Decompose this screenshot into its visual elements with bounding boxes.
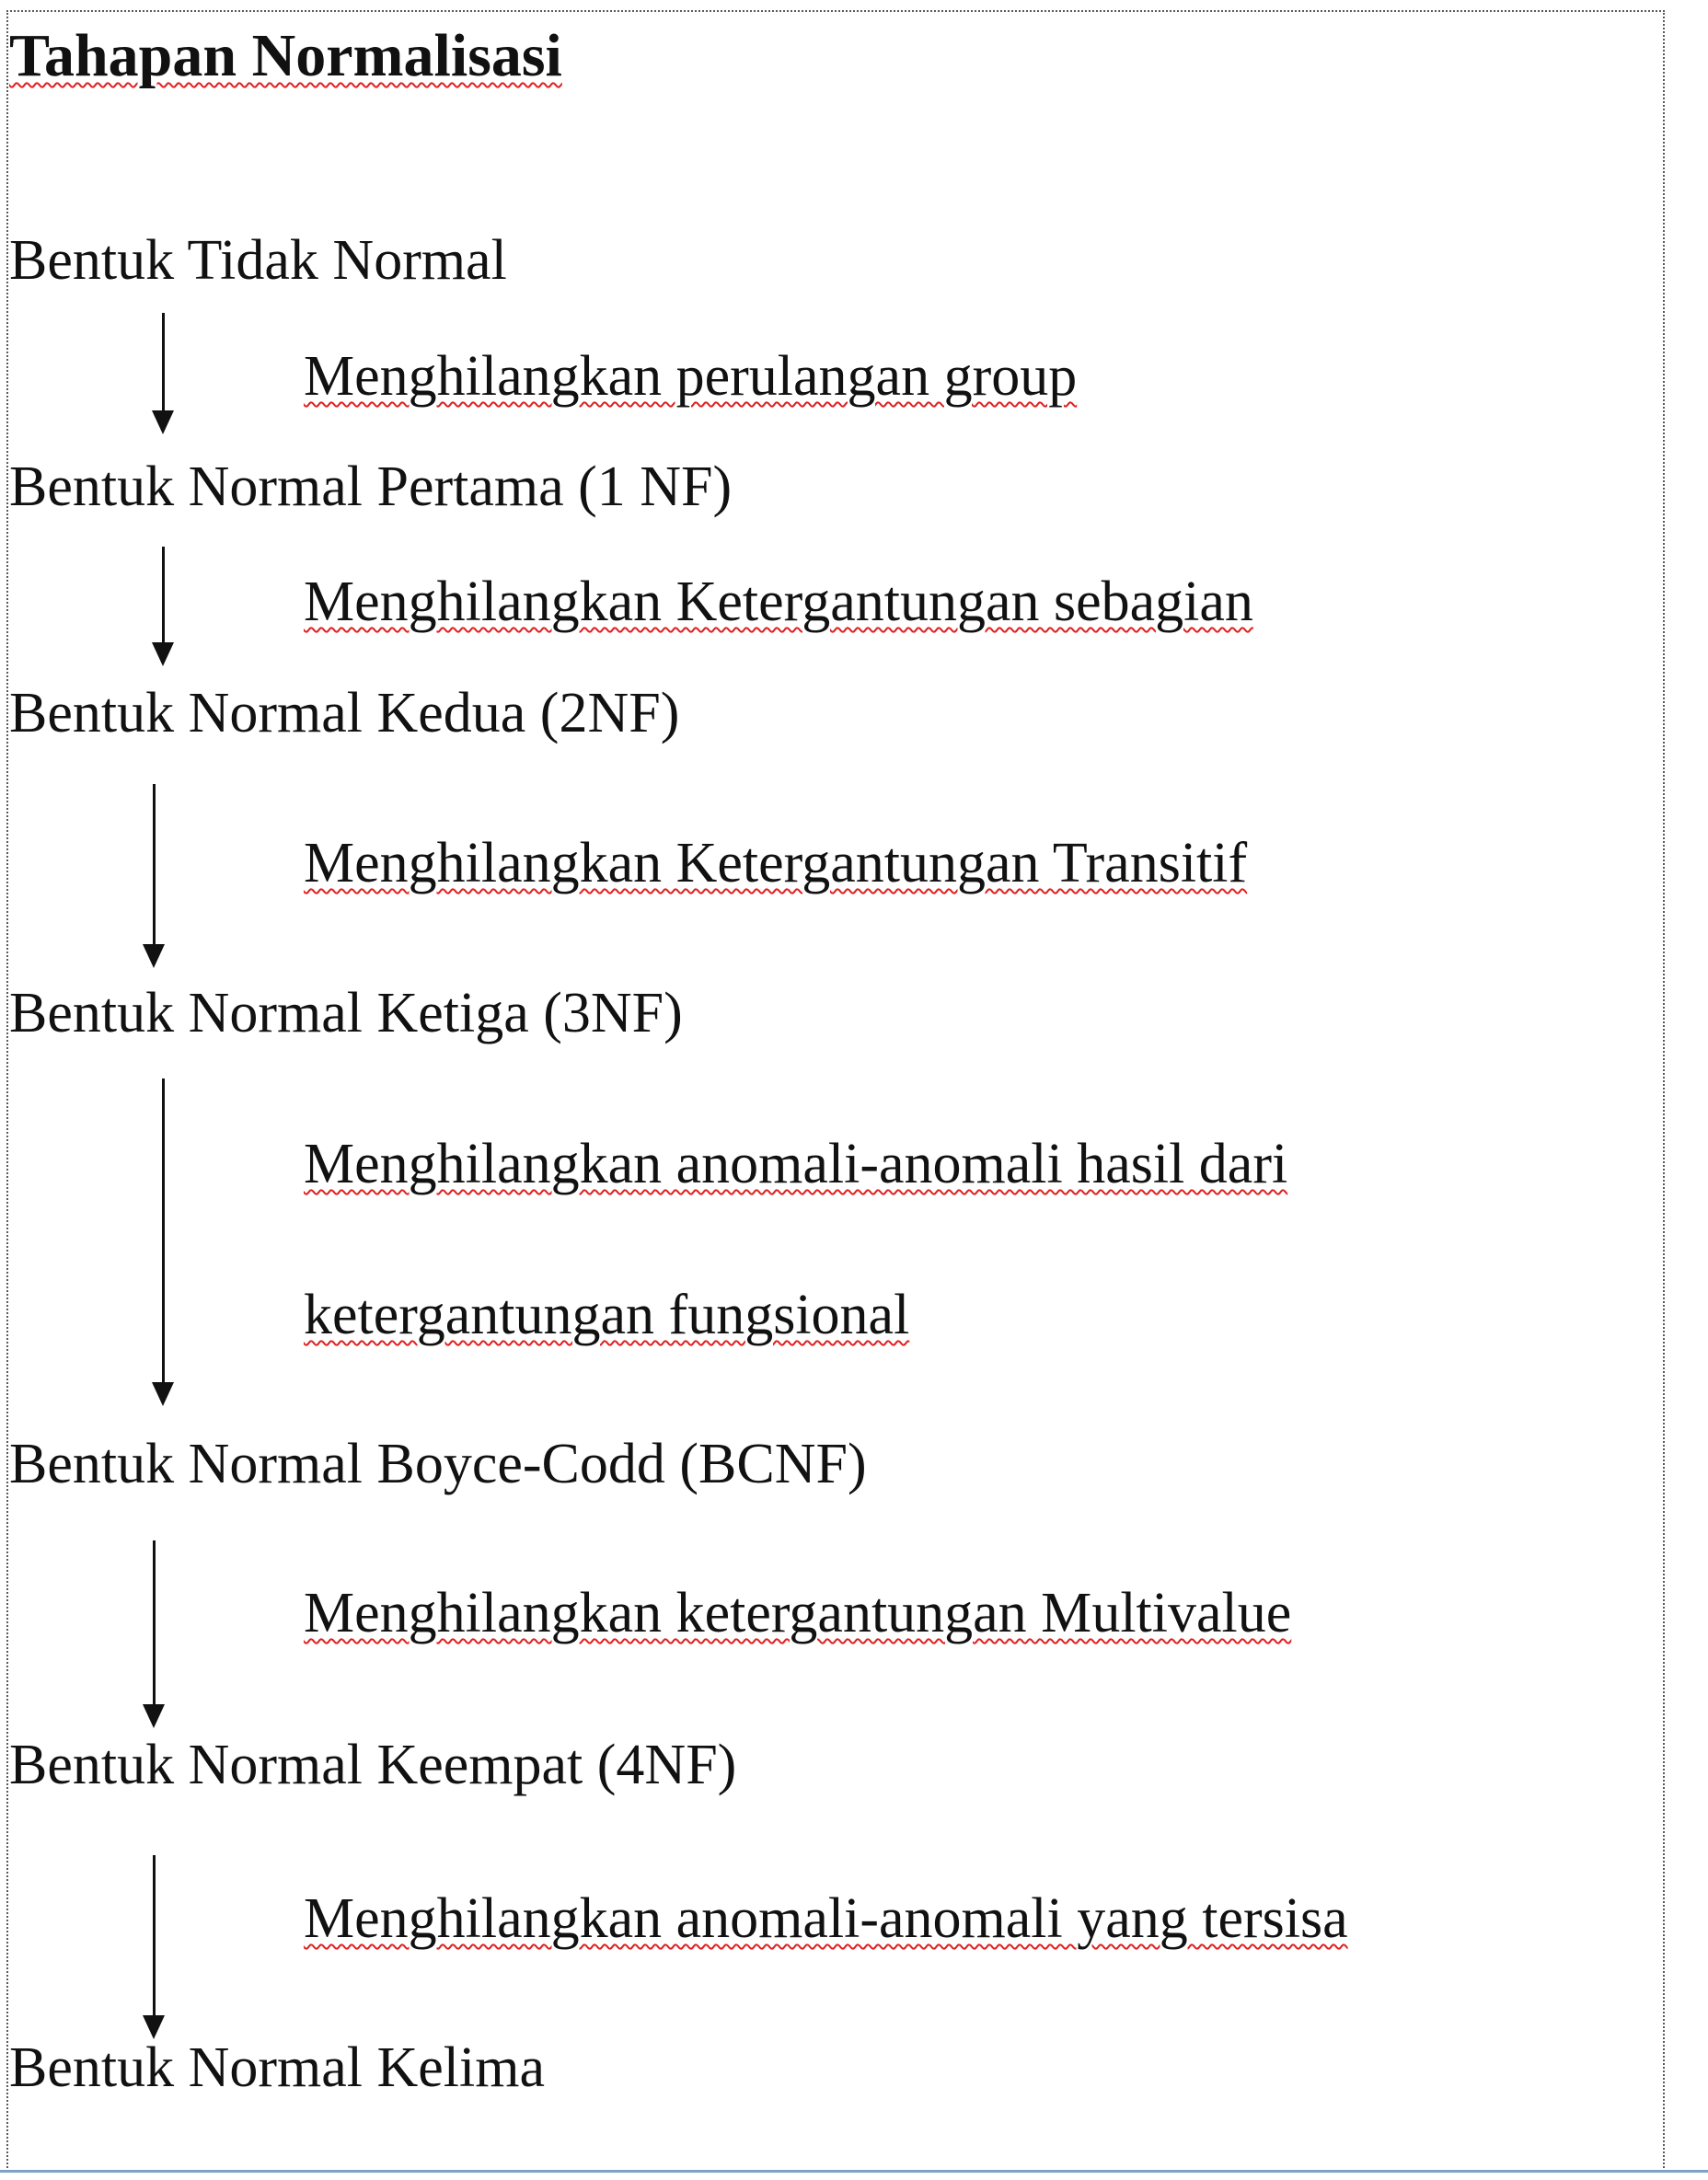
stage-bcnf: Bentuk Normal Boyce-Codd (BCNF) [9, 1433, 867, 1495]
stage-4nf: Bentuk Normal Keempat (4NF) [9, 1734, 737, 1796]
down-arrow-icon [143, 1540, 165, 1728]
down-arrow-icon [152, 547, 174, 666]
step-remove-remaining-anomalies: Menghilangkan anomali-anomali yang tersisa [304, 1887, 1348, 1950]
stage-unnormalized: Bentuk Tidak Normal [9, 229, 507, 292]
stage-1nf: Bentuk Normal Pertama (1 NF) [9, 456, 733, 518]
step-remove-anomalies-line-1: Menghilangkan anomali-anomali hasil dari [304, 1133, 1288, 1195]
down-arrow-icon [152, 313, 174, 434]
down-arrow-icon [143, 784, 165, 968]
step-remove-transitive-dependency: Menghilangkan Ketergantungan Transitif [304, 832, 1248, 894]
down-arrow-icon [152, 1078, 174, 1406]
stage-2nf: Bentuk Normal Kedua (2NF) [9, 682, 680, 744]
step-remove-repeating-group: Menghilangkan perulangan group [304, 345, 1078, 408]
down-arrow-icon [143, 1855, 165, 2039]
step-remove-multivalue-dependency: Menghilangkan ketergantungan Multivalue [304, 1582, 1292, 1644]
page-bottom-border [0, 2170, 1708, 2173]
stage-3nf: Bentuk Normal Ketiga (3NF) [9, 982, 683, 1044]
step-remove-anomalies-line-2: ketergantungan fungsional [304, 1284, 910, 1346]
step-remove-partial-dependency: Menghilangkan Ketergantungan sebagian [304, 571, 1253, 633]
stage-5nf: Bentuk Normal Kelima [9, 2036, 545, 2099]
document-title: Tahapan Normalisasi [9, 22, 562, 89]
document-frame [6, 10, 1665, 2168]
